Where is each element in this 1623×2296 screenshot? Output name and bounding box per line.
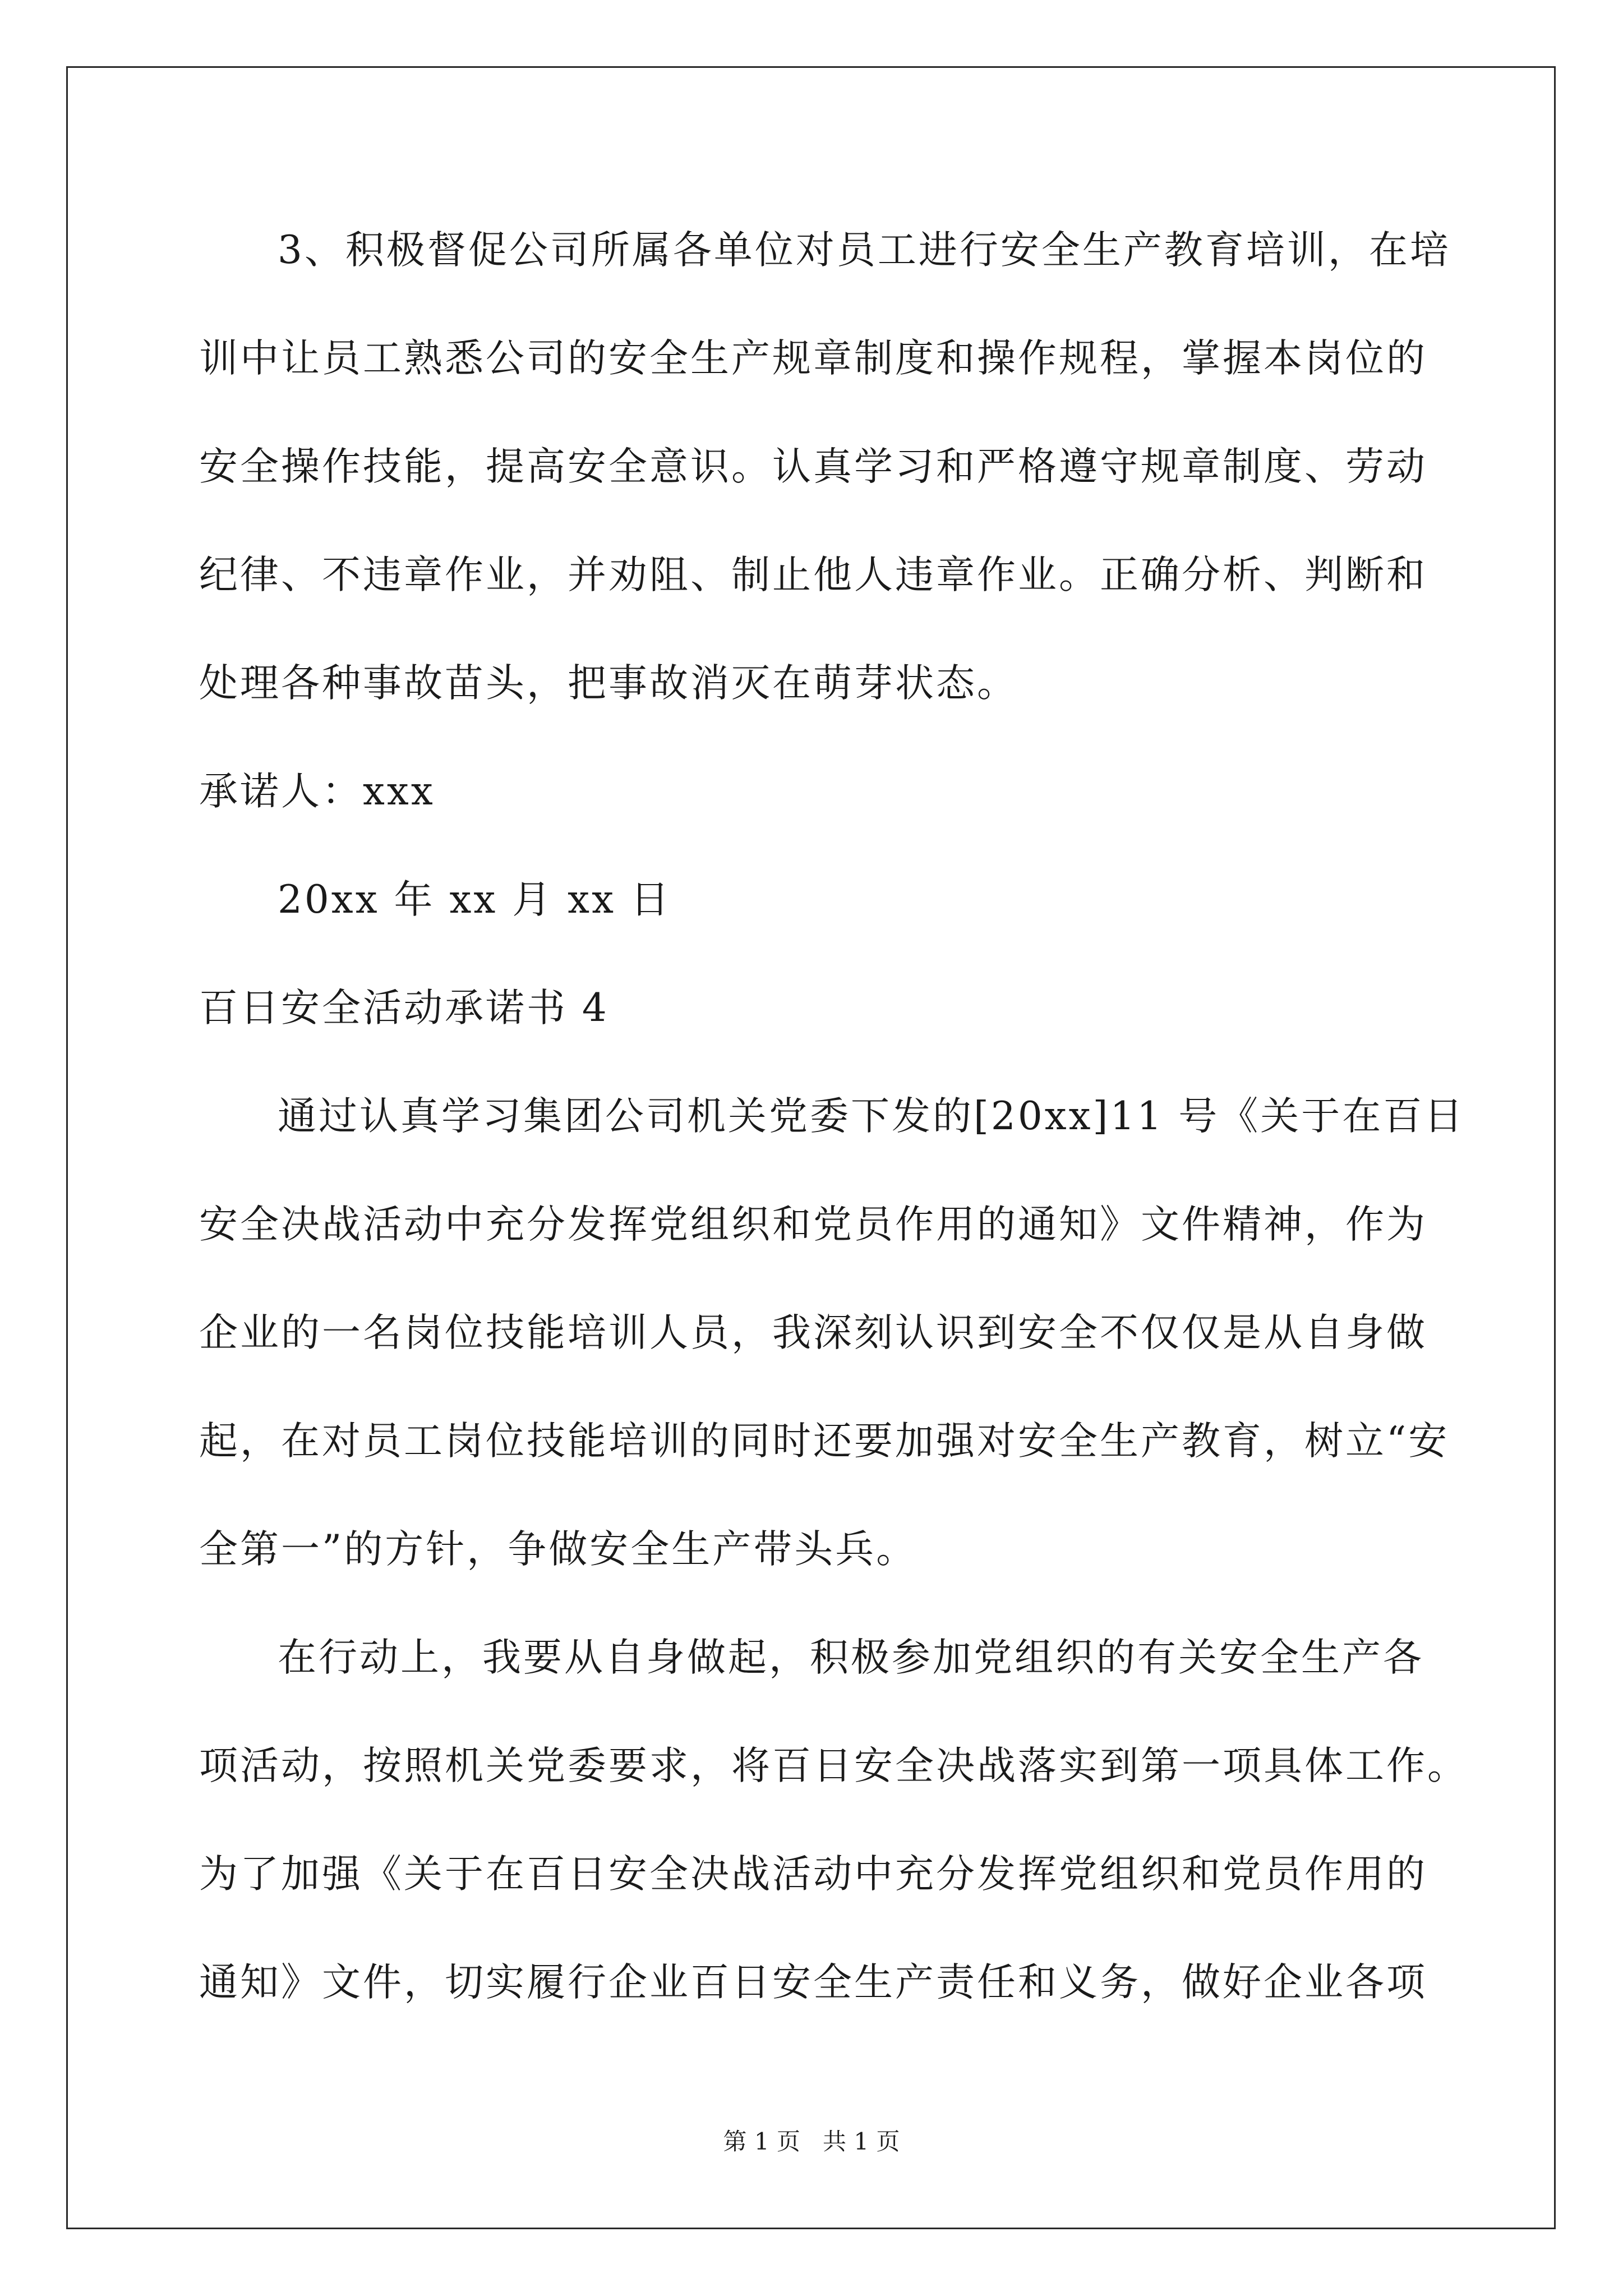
promisor-line: 承诺人：xxx [199, 769, 435, 814]
date-line: 20xx 年 xx 月 xx 日 [278, 877, 671, 922]
page-footer: 第 1 页 共 1 页 [723, 2128, 900, 2155]
text-line: 全第一”的方针，争做安全生产带头兵。 [199, 1527, 917, 1572]
text-line: 处理各种事故苗头，把事故消灭在萌芽状态。 [199, 661, 1018, 706]
text-line: 项活动，按照机关党委要求，将百日安全决战落实到第一项具体工作。 [199, 1743, 1468, 1788]
section-heading: 百日安全活动承诺书 4 [199, 986, 609, 1030]
text-line: 起，在对员工岗位技能培训的同时还要加强对安全生产教育，树立“安 [199, 1419, 1450, 1464]
page-border [66, 66, 1556, 2229]
text-line: 企业的一名岗位技能培训人员，我深刻认识到安全不仅仅是从自身做 [199, 1310, 1427, 1355]
text-line: 安全操作技能，提高安全意识。认真学习和严格遵守规章制度、劳动 [199, 444, 1427, 489]
text-line: 在行动上，我要从自身做起，积极参加党组织的有关安全生产各 [278, 1635, 1424, 1680]
text-line: 安全决战活动中充分发挥党组织和党员作用的通知》文件精神，作为 [199, 1202, 1427, 1247]
text-line: 纪律、不违章作业，并劝阻、制止他人违章作业。正确分析、判断和 [199, 553, 1427, 597]
text-line: 训中让员工熟悉公司的安全生产规章制度和操作规程，掌握本岗位的 [199, 336, 1427, 381]
text-line: 通知》文件，切实履行企业百日安全生产责任和义务，做好企业各项 [199, 1960, 1427, 2005]
text-line: 为了加强《关于在百日安全决战活动中充分发挥党组织和党员作用的 [199, 1852, 1427, 1897]
text-line: 通过认真学习集团公司机关党委下发的[20xx]11 号《关于在百日 [278, 1094, 1465, 1139]
text-line: 3、积极督促公司所属各单位对员工进行安全生产教育培训，在培 [278, 228, 1451, 273]
